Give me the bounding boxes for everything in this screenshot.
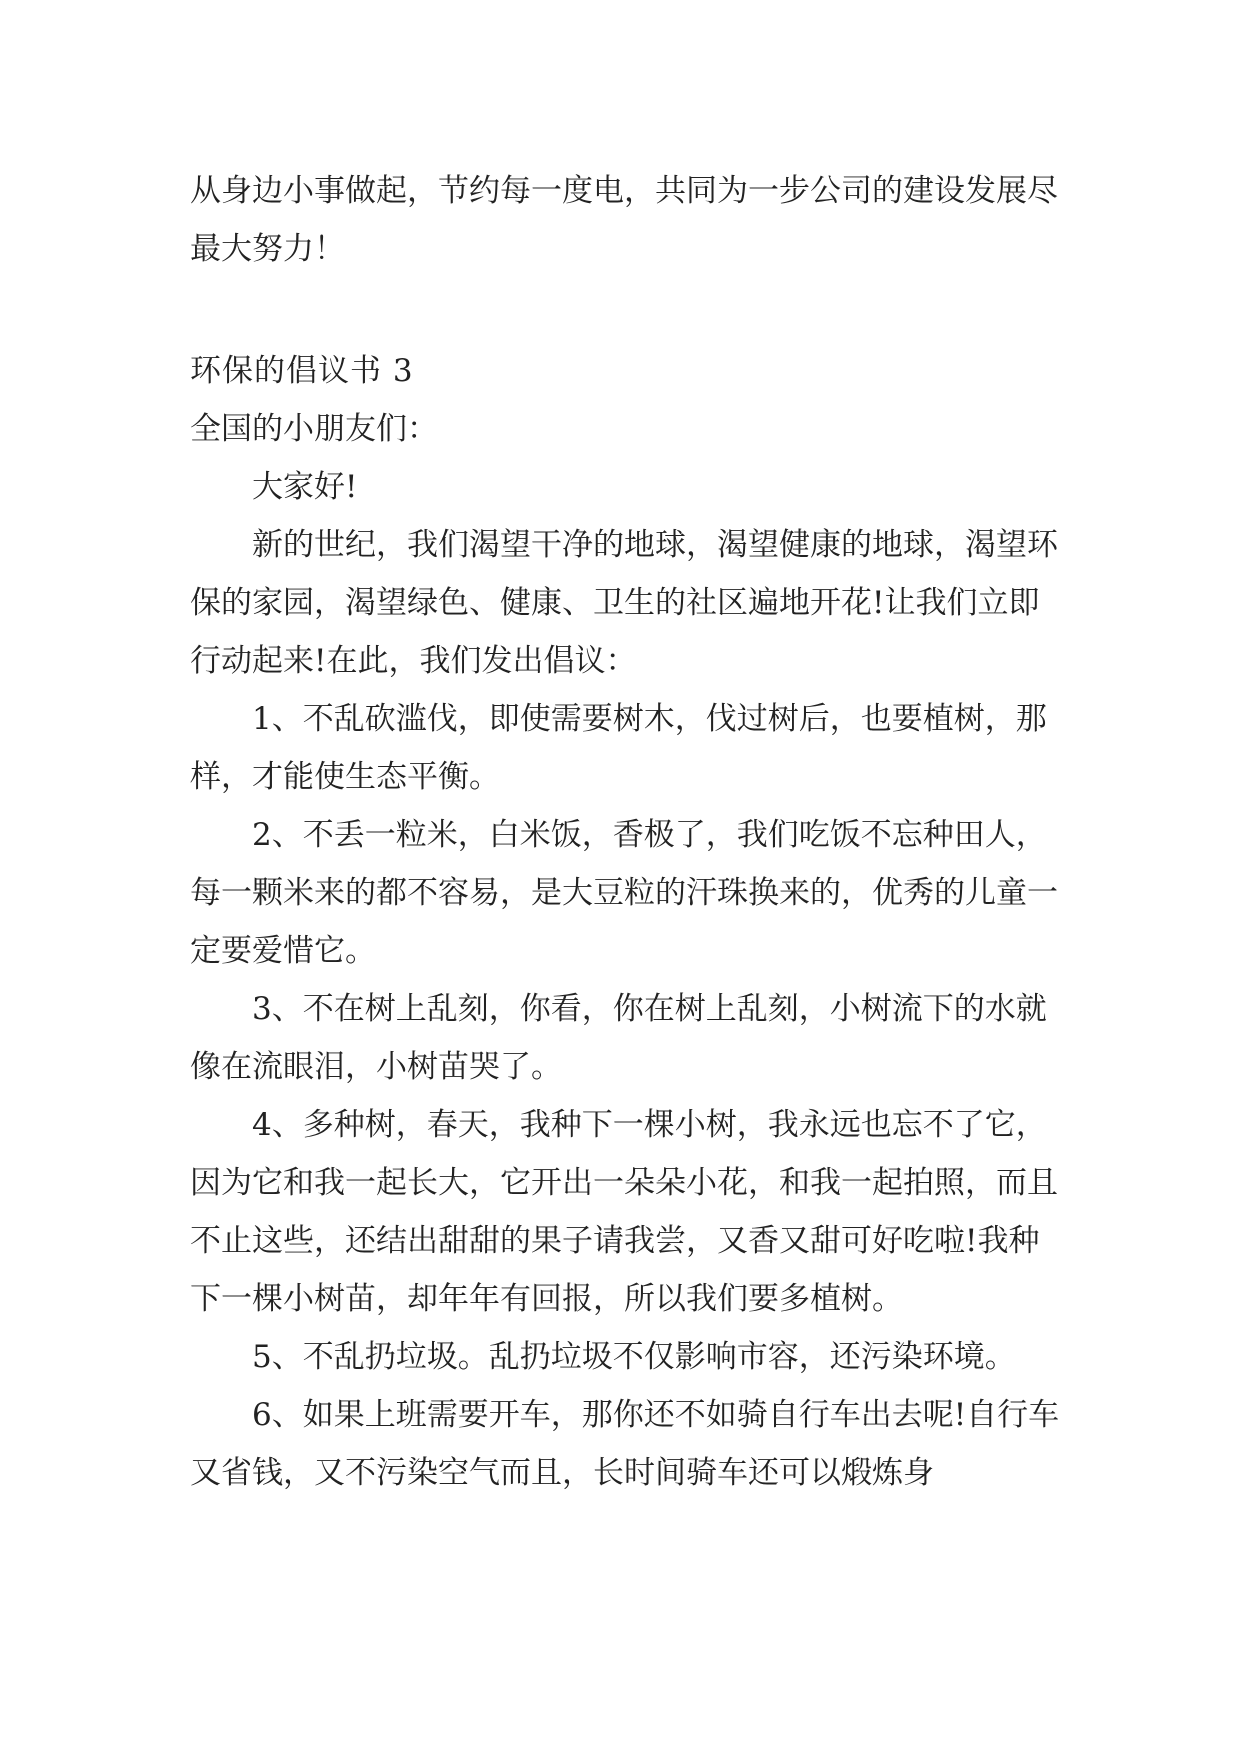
salutation: 全国的小朋友们： (190, 411, 438, 447)
document-body (190, 162, 1070, 1502)
proposal-item-5: 5、不乱扔垃圾。乱扔垃圾不仅影响市容，还污染环境。 (252, 1339, 1016, 1375)
proposal-item-3: 3、不在树上乱刻，你看，你在树上乱刻，小树流下的水就像在流眼泪，小树苗哭了。 (190, 991, 1047, 1085)
section-title: 环保的倡议书 3 (190, 353, 414, 389)
proposal-item-4: 4、多种树，春天，我种下一棵小树，我永远也忘不了它，因为它和我一起长大，它开出一朵朵小花，和我一起拍照，而且不止这些，还结出甜甜的果子请我尝，又香又甜可好吃啦!我种下一棵小树苗，却年年有回报，所以我们要多植树。 (190, 1107, 1058, 1317)
proposal-item-6: 6、如果上班需要开车，那你还不如骑自行车出去呢!自行车又省钱，又不污染空气而且，长时间骑车还可以煅炼身 (190, 1397, 1060, 1491)
intro-paragraph: 新的世纪，我们渴望干净的地球，渴望健康的地球，渴望环保的家园，渴望绿色、健康、卫生的社区遍地开花!让我们立即行动起来!在此，我们发出倡议： (190, 527, 1058, 679)
continuation-paragraph: 从身边小事做起，节约每一度电，共同为一步公司的建设发展尽最大努力！ (190, 173, 1058, 267)
proposal-item-2: 2、不丢一粒米，白米饭，香极了，我们吃饭不忘种田人，每一颗米来的都不容易，是大豆粒的汗珠换来的，优秀的儿童一定要爱惜它。 (190, 817, 1058, 969)
greeting: 大家好! (252, 469, 358, 505)
proposal-item-1: 1、不乱砍滥伐，即使需要树木，伐过树后，也要植树，那样，才能使生态平衡。 (190, 701, 1047, 795)
